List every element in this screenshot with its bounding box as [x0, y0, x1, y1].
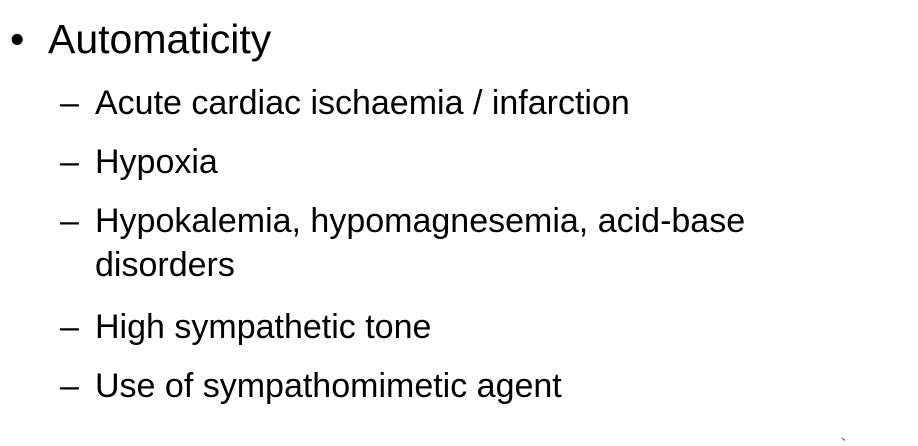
sub-bullet-text: Acute cardiac ischaemia / infarction	[95, 84, 630, 122]
dash-icon: –	[60, 143, 79, 181]
sub-bullet-hypoxia	[60, 140, 218, 184]
main-bullet-text: Automaticity	[48, 16, 272, 62]
sub-bullet-sympathetic-tone	[60, 305, 431, 349]
sub-bullet-ischaemia	[60, 81, 630, 125]
dash-icon: –	[60, 308, 79, 346]
bullet-dot-icon: •	[10, 16, 25, 62]
sub-bullet-text: Use of sympathomimetic agent	[95, 367, 562, 405]
main-bullet	[10, 14, 271, 64]
sub-bullet-electrolytes	[60, 199, 745, 287]
sub-bullet-text: Hypokalemia, hypomagnesemia, acid-base	[95, 202, 746, 240]
sub-bullet-text: High sympathetic tone	[95, 308, 432, 346]
corner-mark	[842, 436, 847, 441]
dash-icon: –	[60, 202, 79, 240]
dash-icon: –	[60, 367, 79, 405]
dash-icon: –	[60, 84, 79, 122]
sub-bullet-sympathomimetic	[60, 364, 562, 408]
sub-bullet-continuation: disorders	[95, 246, 235, 284]
sub-bullet-text: Hypoxia	[95, 143, 218, 181]
